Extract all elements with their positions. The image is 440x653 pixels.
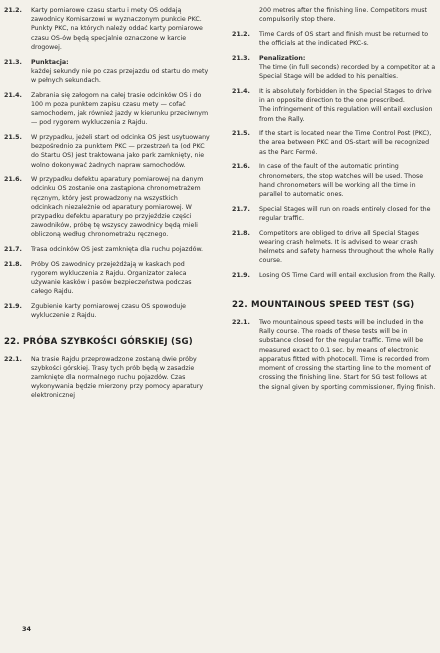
regulation-item [4, 58, 210, 86]
item-text [259, 129, 436, 157]
right-items-list [232, 6, 436, 280]
item-text [259, 87, 436, 124]
left-column-polish [4, 6, 210, 406]
item-paragraph: każdej sekundy nie po czas przejazdu od startu do mety w pełnych sekundach. [31, 67, 209, 84]
regulation-item [232, 87, 436, 124]
regulation-item [232, 229, 436, 266]
item-paragraph: If the start is located near the Time Control Post (PKC), the area between PKC and OS-start will be recognized as the Parc Fermé. [259, 130, 432, 156]
item-text [259, 229, 436, 266]
item-text [31, 302, 210, 320]
item-number: 21.9. [232, 271, 250, 279]
item-text [259, 205, 436, 223]
item-paragraph: W przypadku, jeżeli start od odcinka OS jest usytuowany bezpośrednio za punktem PKC — przestrzeń ta (od PKC do Startu OS) jest traktowana jako park zamknięty, nie wolno dokonywać żadnych napraw samochodów. [31, 133, 210, 169]
regulation-item [4, 133, 210, 170]
item-paragraph: The infringement of this regulation will entail exclusion from the Rally. [259, 106, 433, 123]
item-heading: Punktacja: [31, 58, 69, 66]
regulation-item [232, 162, 436, 199]
item-text [259, 30, 436, 48]
item-number: 21.3. [232, 54, 250, 62]
item-paragraph: Zgubienie karty pomiarowej czasu OS spowoduje wykluczenie z Rajdu. [31, 303, 186, 320]
item-number: 22.1. [4, 355, 22, 363]
item-paragraph: Special Stages will run on roads entirely closed for the regular traffic. [259, 205, 431, 222]
item-number: 21.6. [4, 176, 22, 184]
item-text [259, 162, 436, 199]
item-number: 21.3. [4, 58, 22, 66]
regulation-item [232, 318, 436, 392]
item-number: 22.1. [232, 319, 250, 327]
item-paragraph: Karty pomiarowe czasu startu i mety OS oddają zawodnicy Komisarzowi w wyznaczonym punkcie PKC. Punkty PKC, na których należy oddać karty pomiarowe czasu OS-ów będą specjalnie oznaczone w karcie drogowej. [31, 7, 203, 51]
regulation-item [232, 129, 436, 157]
left-items-list [4, 6, 210, 321]
regulation-item [4, 355, 210, 401]
item-text [31, 58, 210, 86]
item-paragraph: Na trasie Rajdu przeprowadzone zostaną dwie próby szybkości górskiej. Trasy tych prób będą w zasadzie zamknięte dla normalnego ruchu pojazdów. Czas wykonywania będzie mierzony przy pomocy aparatury elektronicznej [31, 355, 204, 400]
regulation-item [4, 175, 210, 239]
item-text [259, 54, 436, 82]
item-paragraph: In case of the fault of the automatic printing chronometers, the stop watches will be used. Those hand chronometers will be working all the time in parallel to automatic ones. [259, 163, 424, 198]
item-number: 21.7. [4, 246, 22, 254]
item-number: 21.8. [4, 260, 22, 268]
regulation-item [232, 6, 436, 24]
item-number: 21.4. [232, 87, 250, 95]
item-paragraph: The time (in full seconds) recorded by a competitor at a Special Stage will be added to his penalties. [259, 64, 436, 81]
item-text [31, 355, 210, 401]
item-number: 21.4. [4, 91, 22, 99]
regulation-item [232, 271, 436, 280]
item-paragraph: Time Cards of OS start and finish must be returned to the officials at the indicated PKC-s. [259, 30, 429, 48]
item-number: 21.2. [4, 7, 22, 14]
item-number: 21.2. [232, 30, 250, 38]
item-paragraph: Two mountainous speed tests will be included in the Rally course. The roads of these tests will be in substance closed for the regular traffic. Time will be measured exact to 0.1 sec. by means of electronic apparatus fitted with photocell. Time is recorded from moment of crossing the starting line to the moment of crossing the finishing line. Start for SG test follows at the signal given by sporting commissioner, flying finish. [259, 319, 436, 391]
item-paragraph: Zabrania się załogom na całej trasie odcinków OS i do 100 m poza punktem zapisu czasu mety — cofać samochodem, jak również jazdy w kierunku przeciwnym — pod rygorem wykluczenia z Rajdu. [31, 91, 209, 127]
item-number: 21.9. [4, 303, 22, 311]
item-text [259, 271, 436, 280]
item-paragraph: Competitors are obliged to drive all Special Stages wearing crash helmets. It is advised to wear crash helmets and safety harness throughout the whole Rally course. [259, 229, 434, 265]
item-text [259, 6, 436, 24]
left-section-title: 22. PRÓBA SZYBKOŚCI GÓRSKIEJ (SG) [4, 336, 193, 347]
item-number: 21.6. [232, 163, 250, 171]
left-section-items-list [4, 355, 210, 401]
item-number: 21.8. [232, 229, 250, 237]
item-paragraph: Losing OS Time Card will entail exclusion from the Rally. [259, 271, 436, 279]
item-text [259, 318, 436, 392]
item-heading: Penalization: [259, 54, 306, 62]
page-number: 34 [22, 625, 32, 633]
item-paragraph: Trasa odcinków OS jest zamknięta dla ruchu pojazdów. [31, 246, 204, 254]
regulation-item [4, 91, 210, 128]
right-section-title: 22. MOUNTAINOUS SPEED TEST (SG) [232, 300, 415, 311]
item-text [31, 133, 210, 170]
regulation-item [232, 30, 436, 48]
regulation-item [232, 54, 436, 82]
item-text [31, 91, 210, 128]
regulation-item [4, 260, 210, 297]
regulation-item [4, 302, 210, 320]
item-number [232, 6, 259, 24]
item-text [31, 260, 210, 297]
item-text [31, 6, 210, 52]
item-paragraph: It is absolutely forbidden in the Special Stages to drive in an opposite direction to the one prescribed. [259, 87, 432, 105]
item-number: 21.5. [4, 133, 22, 141]
regulation-item [232, 205, 436, 223]
item-text [31, 175, 210, 239]
right-section-items-list [232, 318, 436, 392]
regulation-item [4, 245, 210, 254]
item-paragraph: Próby OS zawodnicy przejeżdżają w kaskach pod rygorem wykluczenia z Rajdu. Organizator zaleca używanie kasków i pasów bezpieczeństwa podczas całego Rajdu. [31, 260, 192, 296]
item-paragraph: 200 metres after the finishing line. Competitors must compulsorily stop there. [259, 7, 427, 24]
right-column-english [232, 6, 436, 397]
item-text [31, 245, 210, 254]
regulation-item [4, 6, 210, 52]
item-number: 21.7. [232, 205, 250, 213]
item-paragraph: W przypadku defektu aparatury pomiarowej na danym odcinku OS zostanie ona zastąpiona chronometrażem ręcznym, który jest prowadzony na wszystkich odcinkach niezależnie od aparatury pomiarowej. W przypadku defektu aparatury po przyjeździe części zawodników, próbę tę wszyscy zawodnicy będą mieli obliczoną według chronometrażu ręcznego. [31, 176, 204, 239]
item-number: 21.5. [232, 130, 250, 138]
